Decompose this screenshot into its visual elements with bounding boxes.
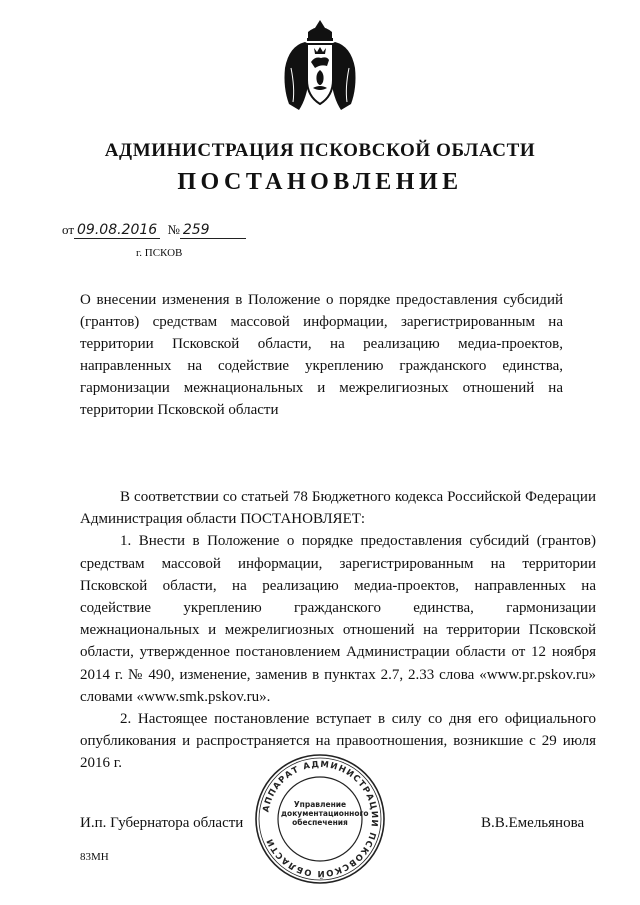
document-type-title: ПОСТАНОВЛЕНИЕ — [177, 169, 463, 195]
stamp-center-line-2: документационного — [281, 809, 369, 818]
signer-title: И.п. Губернатора области — [80, 815, 244, 831]
handwritten-date: 09.08.2016 — [77, 222, 158, 238]
document-subject: О внесении изменения в Положение о порядке предоставления субсидий (грантов) средствам массовой информации, зарегистрированным на территории Псковской области, на реализацию медиа-проектов, направленных на содействие укреплению гражданского единства, гармонизации межнациональных и межрелигиозных отношений на территории Псковской области — [80, 292, 563, 418]
organization-title: АДМИНИСТРАЦИЯ ПСКОВСКОЙ ОБЛАСТИ — [104, 140, 536, 161]
item-1-paragraph: 1. Внести в Положение о порядке предоставления субсидий (грантов) средствам массовой информации, зарегистрированным на территории Псковской области, на реализацию медиа-проектов, направленных на содействие укреплению гражданского единства, гармонизации межнациональных и межрелигиозных отношений на территории Псковской области, утвержденное постановлением Администрации области от 12 ноября 2014 г. № 490, изменение, заменив в пунктах 2.7, 2.33 слова «www.pr.pskov.ru» словами «www.smk.pskov.ru». — [80, 533, 596, 705]
stamp-center-line-1: Управление — [293, 800, 347, 809]
document-body — [80, 486, 596, 775]
date-prefix: от — [62, 222, 75, 237]
signer-name: В.В.Емельянова — [481, 815, 585, 831]
preamble-paragraph: В соответствии со статьей 78 Бюджетного кодекса Российской Федерации Администрация области ПОСТАНОВЛЯЕТ: — [80, 489, 596, 528]
coat-of-arms-emblem — [281, 18, 359, 114]
handwritten-number: 259 — [182, 222, 210, 238]
date-number-line — [62, 222, 250, 239]
stamp-center-line-3: обеспечения — [292, 818, 348, 827]
stamp-center-text — [281, 800, 369, 827]
number-prefix: № — [167, 222, 180, 237]
stamp-ring-text: АППАРАТ АДМИНИСТРАЦИИ ПСКОВСКОЙ ОБЛАСТИ — [261, 759, 380, 879]
document-code: 83МН — [80, 851, 109, 863]
item-2-paragraph: 2. Настоящее постановление вступает в силу со дня его официального опубликования и распространяется на правоотношения, возникшие с 29 июля 2016 г. — [80, 711, 596, 772]
city-label: г. ПСКОВ — [136, 247, 183, 259]
